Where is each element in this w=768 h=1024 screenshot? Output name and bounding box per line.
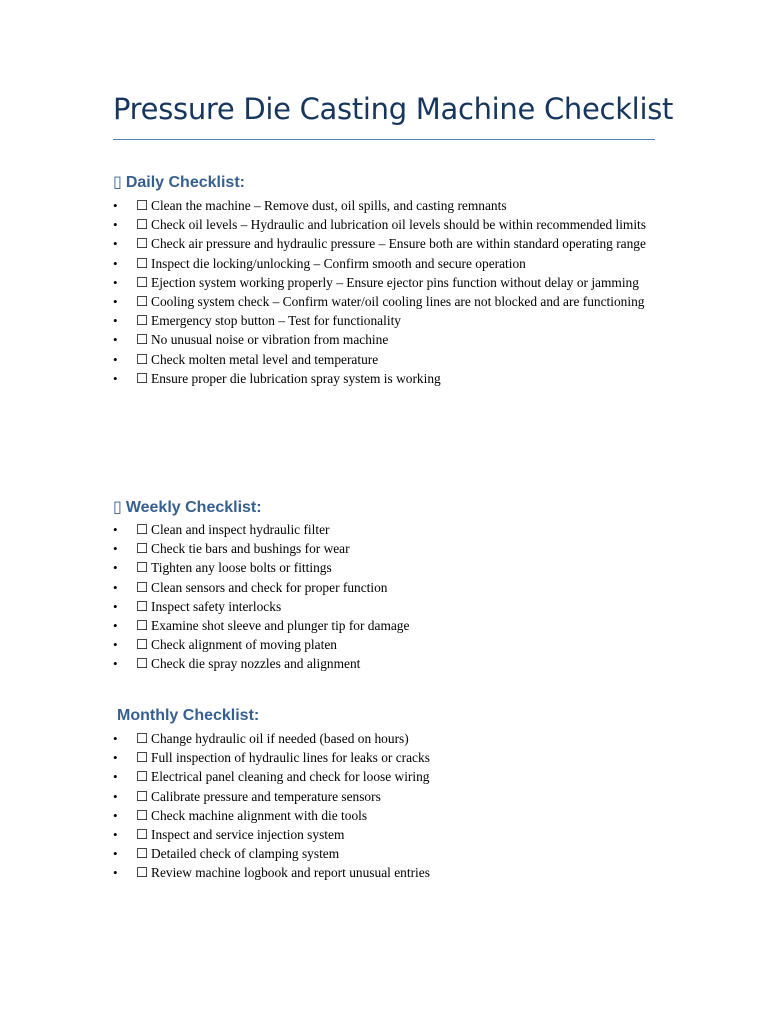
checkbox-icon[interactable]: ☐ bbox=[136, 769, 149, 785]
checklist-item bbox=[113, 806, 658, 825]
checklist-item bbox=[113, 350, 658, 369]
checklist-item-text: Clean the machine – Remove dust, oil spills, and casting remnants bbox=[151, 198, 507, 213]
checkbox-icon[interactable]: ☐ bbox=[136, 522, 149, 537]
checklist-item-text: Check machine alignment with die tools bbox=[151, 807, 368, 823]
checklist-item bbox=[113, 787, 658, 806]
checklist-item-text: Tighten any loose bolts or fittings bbox=[151, 560, 332, 576]
bullet-icon: • bbox=[113, 846, 118, 862]
bullet-icon: • bbox=[113, 598, 118, 614]
checklist-item-text: Full inspection of hydraulic lines for leaks or cracks bbox=[151, 750, 430, 766]
checkbox-icon[interactable]: ☐ bbox=[136, 656, 149, 672]
checklist-item-text: Examine shot sleeve and plunger tip for damage bbox=[151, 618, 410, 634]
checklist-item bbox=[113, 863, 658, 882]
checkbox-icon[interactable]: ☐ bbox=[136, 731, 149, 746]
bullet-icon: • bbox=[113, 788, 118, 804]
bullet-icon: • bbox=[113, 313, 118, 329]
bullet-icon: • bbox=[113, 217, 118, 233]
checkbox-icon[interactable]: ☐ bbox=[136, 807, 149, 823]
checkbox-icon[interactable]: ☐ bbox=[136, 370, 149, 386]
checklist-item bbox=[113, 520, 658, 539]
checklist-item bbox=[113, 330, 658, 349]
weekly-checklist bbox=[113, 520, 658, 674]
checkbox-icon[interactable]: ☐ bbox=[136, 351, 149, 367]
monthly-checklist-heading bbox=[117, 707, 259, 725]
checklist-item bbox=[113, 369, 658, 388]
bullet-icon: • bbox=[113, 807, 118, 823]
checklist-item-text: Change hydraulic oil if needed (based on hours) bbox=[151, 731, 409, 746]
checklist-item bbox=[113, 539, 658, 558]
checklist-item bbox=[113, 825, 658, 844]
title-underline bbox=[113, 139, 655, 140]
bullet-icon: • bbox=[113, 865, 118, 881]
monthly-heading-label: Monthly Checklist: bbox=[117, 707, 260, 724]
checkbox-icon[interactable]: ☐ bbox=[136, 827, 149, 843]
bullet-icon: • bbox=[113, 637, 118, 653]
checklist-item-text: Detailed check of clamping system bbox=[151, 846, 340, 862]
checklist-item-text: Ensure proper die lubrication spray system is working bbox=[151, 370, 441, 386]
checklist-item bbox=[113, 729, 658, 748]
monthly-checklist bbox=[113, 729, 658, 883]
checklist-item-text: Check oil levels – Hydraulic and lubrication oil levels should be within recommended limits bbox=[151, 217, 646, 233]
checkbox-icon[interactable]: ☐ bbox=[136, 294, 149, 310]
checklist-item-text: Ejection system working properly – Ensure ejector pins function without delay or jamming bbox=[151, 274, 639, 290]
bullet-icon: • bbox=[113, 236, 118, 252]
checklist-item bbox=[113, 654, 658, 673]
checklist-item-text: Cooling system check – Confirm water/oil cooling lines are not blocked and are functioning bbox=[151, 294, 645, 310]
checklist-item bbox=[113, 273, 658, 292]
bullet-icon: • bbox=[113, 560, 118, 576]
checklist-item-text: Clean sensors and check for proper function bbox=[151, 579, 388, 595]
checklist-item-text: No unusual noise or vibration from machine bbox=[151, 332, 389, 348]
checkbox-icon[interactable]: ☐ bbox=[136, 198, 149, 213]
checklist-item-text: Inspect die locking/unlocking – Confirm smooth and secure operation bbox=[151, 255, 526, 271]
bullet-icon: • bbox=[113, 656, 118, 672]
bullet-icon: • bbox=[113, 198, 118, 213]
daily-heading-label: Daily Checklist: bbox=[125, 174, 245, 191]
bullet-icon: • bbox=[113, 255, 118, 271]
checklist-item-text: Clean and inspect hydraulic filter bbox=[151, 522, 330, 537]
bullet-icon: • bbox=[113, 351, 118, 367]
checkbox-icon[interactable]: ☐ bbox=[136, 332, 149, 348]
checkbox-icon[interactable]: ☐ bbox=[136, 846, 149, 862]
bullet-icon: • bbox=[113, 827, 118, 843]
weekly-heading-label: Weekly Checklist: bbox=[125, 499, 262, 516]
bullet-icon: • bbox=[113, 522, 118, 537]
checklist-item-text: Inspect and service injection system bbox=[151, 827, 345, 843]
checklist-item-text: Check alignment of moving platen bbox=[151, 637, 337, 653]
checklist-item bbox=[113, 767, 658, 786]
checklist-item bbox=[113, 635, 658, 654]
checklist-item bbox=[113, 748, 658, 767]
checklist-item bbox=[113, 215, 658, 234]
bullet-icon: • bbox=[113, 579, 118, 595]
checklist-item-text: Calibrate pressure and temperature sensors bbox=[151, 788, 381, 804]
checklist-item bbox=[113, 578, 658, 597]
checklist-item bbox=[113, 196, 658, 215]
bullet-icon: • bbox=[113, 618, 118, 634]
checklist-item-text: Review machine logbook and report unusual entries bbox=[151, 865, 430, 881]
bullet-icon: • bbox=[113, 731, 118, 746]
checklist-item bbox=[113, 311, 658, 330]
checkbox-icon[interactable]: ☐ bbox=[136, 865, 149, 881]
checklist-item-text: Check tie bars and bushings for wear bbox=[151, 541, 350, 557]
missing-glyph-icon: ▯ bbox=[113, 174, 122, 191]
checkbox-icon[interactable]: ☐ bbox=[136, 236, 149, 252]
checklist-item bbox=[113, 616, 658, 635]
checkbox-icon[interactable]: ☐ bbox=[136, 541, 149, 557]
daily-checklist-heading bbox=[113, 172, 245, 192]
checkbox-icon[interactable]: ☐ bbox=[136, 560, 149, 576]
bullet-icon: • bbox=[113, 769, 118, 785]
checklist-item bbox=[113, 844, 658, 863]
bullet-icon: • bbox=[113, 750, 118, 766]
bullet-icon: • bbox=[113, 370, 118, 386]
checkbox-icon[interactable]: ☐ bbox=[136, 274, 149, 290]
checklist-item bbox=[113, 234, 658, 253]
daily-checklist bbox=[113, 196, 658, 388]
checkbox-icon[interactable]: ☐ bbox=[136, 598, 149, 614]
bullet-icon: • bbox=[113, 294, 118, 310]
checklist-item bbox=[113, 292, 658, 311]
bullet-icon: • bbox=[113, 332, 118, 348]
checkbox-icon[interactable]: ☐ bbox=[136, 313, 149, 329]
checkbox-icon[interactable]: ☐ bbox=[136, 618, 149, 634]
checkbox-icon[interactable]: ☐ bbox=[136, 255, 149, 271]
checkbox-icon[interactable]: ☐ bbox=[136, 750, 149, 766]
checklist-item-text: Emergency stop button – Test for functionality bbox=[151, 313, 401, 329]
checklist-item-text: Inspect safety interlocks bbox=[151, 598, 282, 614]
missing-glyph-icon: ▯ bbox=[113, 499, 122, 516]
checkbox-icon[interactable]: ☐ bbox=[136, 788, 149, 804]
checklist-item-text: Check molten metal level and temperature bbox=[151, 351, 379, 367]
weekly-checklist-heading bbox=[113, 497, 262, 517]
checklist-item bbox=[113, 254, 658, 273]
checklist-item bbox=[113, 558, 658, 577]
page-title: Pressure Die Casting Machine Checklist bbox=[113, 92, 674, 126]
checkbox-icon[interactable]: ☐ bbox=[136, 637, 149, 653]
bullet-icon: • bbox=[113, 541, 118, 557]
bullet-icon: • bbox=[113, 274, 118, 290]
checkbox-icon[interactable]: ☐ bbox=[136, 579, 149, 595]
checklist-item bbox=[113, 597, 658, 616]
checklist-item-text: Check die spray nozzles and alignment bbox=[151, 656, 361, 672]
checklist-item-text: Check air pressure and hydraulic pressure – Ensure both are within standard operating range bbox=[151, 236, 646, 252]
checklist-item-text: Electrical panel cleaning and check for loose wiring bbox=[151, 769, 430, 785]
checkbox-icon[interactable]: ☐ bbox=[136, 217, 149, 233]
